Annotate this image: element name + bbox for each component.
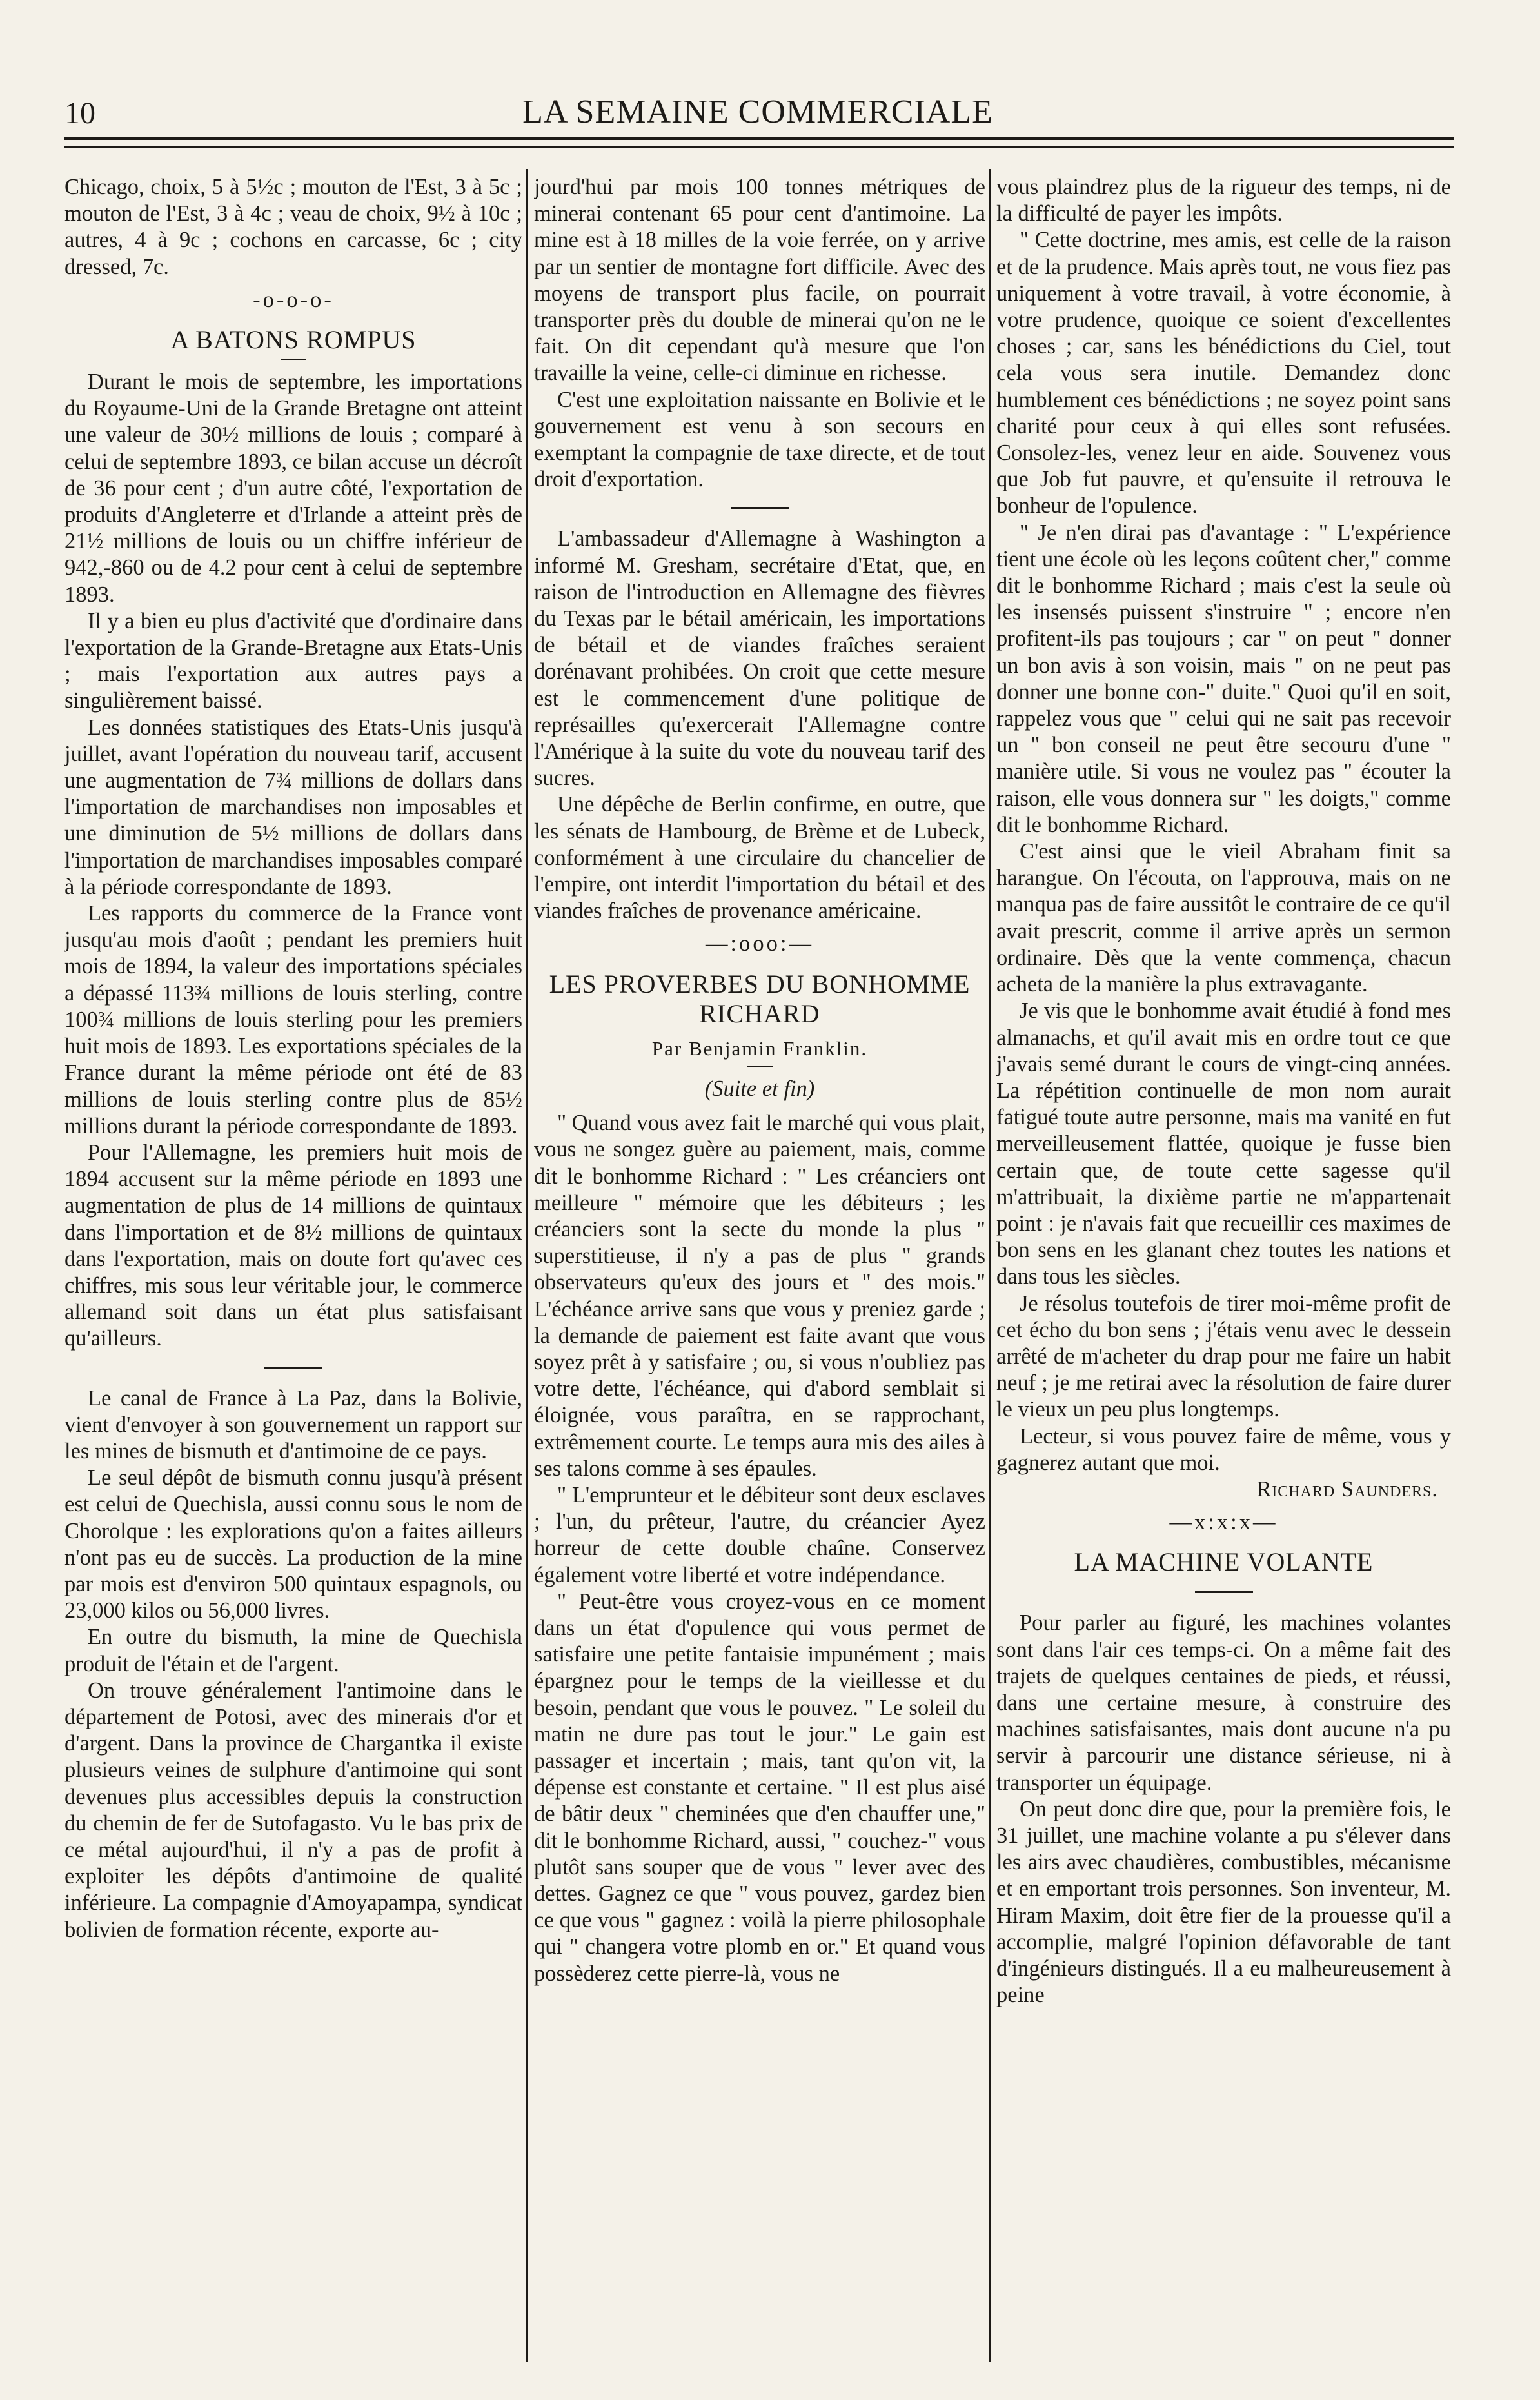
column-left xyxy=(64,174,522,2367)
heading-dash xyxy=(281,359,306,360)
article-paragraph: On peut donc dire que, pour la première fois, le 31 juillet, une machine volante a pu s'élever dans les airs avec chaudières, combustibles, mécanisme et en emportant trois personnes. Son inventeur, M. Hiram Maxim, doit être fier de la prouesse qu'il a accomplie, malgré l'opinion défavorable de tant d'ingénieurs distingués. Il a eu malheureusement à peine xyxy=(996,1796,1451,2008)
column-divider xyxy=(526,169,528,2362)
article-paragraph: Une dépêche de Berlin confirme, en outre, que les sénats de Hambourg, de Brème et de Lubeck, conformément à une circulaire du chancelier de l'empire, ont interdit l'importation du bétail et des viandes fraîches de provenance américaine. xyxy=(534,792,985,924)
market-prices-paragraph: Chicago, choix, 5 à 5½c ; mouton de l'Est, 3 à 5c ; mouton de l'Est, 3 à 4c ; veau de choix, 9½ à 10c ; autres, 4 à 9c ; cochons en carcasse, 6c ; city dressed, 7c. xyxy=(64,175,522,279)
column-right xyxy=(996,174,1451,2367)
article-paragraph: " Je n'en dirai pas d'avantage : " L'expérience tient une école où les leçons coûtent cher," comme dit le bonhomme Richard ; mais c'est la seule où les insensés puissent s'instruire " ; encore n'en profitent-ils pas toujours ; car " on peut " donner un bon avis à son voisin, mais " on ne peut pas donner une bonne con-" duite." Quoi qu'il en soit, rappelez vous que " celui qui ne sait pas recevoir un " bon conseil ne peut être secouru d'une " manière utile. Si vous ne voulez pas " écouter la raison, elle vous donnera sur " les doigts," comme dit le bonhomme Richard. xyxy=(996,520,1451,837)
article-subtitle: (Suite et fin) xyxy=(704,1076,815,1101)
article-paragraph: " Cette doctrine, mes amis, est celle de la raison et de la prudence. Mais après tout, ne vous fiez pas uniquement à votre travail, à votre économie, à votre prudence, quoique ce soient d'excellentes choses ; car, sans les bénédictions du Ciel, tout cela vous sera inutile. Demandez donc humblement ces bénédictions ; ne soyez point sans charité pour ceux à qui elles sont refusées. Consolez-les, venez leur en aide. Souvenez vous que Job fut pauvre, et qu'ensuite il retrouva le bonheur de l'opulence. xyxy=(996,228,1451,519)
article-paragraph: Je résolus toutefois de tirer moi-même profit de cet écho du bon sens ; j'étais venu avec le dessein arrêté de m'acheter du drap pour me faire un habit neuf ; je me retirai avec la résolution de faire durer le vieux un peu plus longtemps. xyxy=(996,1291,1451,1422)
article-paragraph: Les données statistiques des Etats-Unis jusqu'à juillet, avant l'opération du nouveau tarif, accusent une augmentation de 7¾ millions de dollars dans l'importation de marchandises non imposables et une diminution de 5½ millions de dollars dans l'importation de marchandises imposables comparé à la période correspondante de 1893. xyxy=(64,715,522,899)
article-paragraph: Le seul dépôt de bismuth connu jusqu'à présent est celui de Quechisla, aussi connu sous le nom de Chorolque : les explorations qu'on a faites ailleurs n'ont pas eu de succès. La production de la mine par mois est d'environ 500 quintaux espagnols, ou 23,000 kilos ou 56,000 livres. xyxy=(64,1465,522,1623)
separator: —:ooo:— xyxy=(706,931,814,957)
article-paragraph: On trouve généralement l'antimoine dans le département de Potosi, avec des minerais d'or et d'argent. Dans la province de Chargantka il existe plusieurs veines de sulphure d'antimoine qui sont devenues plus accessibles depuis la construction du chemin de fer de Sutofagasto. Vu le bas prix de ce métal aujourd'hui, il n'y a pas de profit à exploiter les dépôts d'antimoine de qualité inférieure. La compagnie d'Amoyapampa, syndicat bolivien de formation récente, exporte au- xyxy=(64,1678,522,1942)
section-heading: A BATONS ROMPUS xyxy=(170,325,417,355)
article-paragraph: Pour l'Allemagne, les premiers huit mois de 1894 accusent sur la même période en 1893 une augmentation de plus de 14 millions de quintaux dans l'importation et de 8½ millions de quintaux dans l'exportation, mais on doute fort qu'avec ces chiffres, mis sous leur véritable jour, le commerce allemand soit dans un état plus satisfaisant qu'ailleurs. xyxy=(64,1140,522,1351)
article-paragraph: Il y a bien eu plus d'activité que d'ordinaire dans l'exportation de la Grande-Bretagne aux Etats-Unis ; mais l'exportation aux autres pays a singulièrement baissé. xyxy=(64,608,522,713)
separator-rule xyxy=(264,1367,322,1369)
article-paragraph: Durant le mois de septembre, les importations du Royaume-Uni de la Grande Bretagne ont atteint une valeur de 30½ millions de louis ; comparé à celui de septembre 1893, ce bilan accuse un décroît de 36 pour cent ; d'un autre côté, l'exportation de produits d'Angleterre et d'Irlande a atteint près de 21½ millions de louis ou un chiffre inférieur de 942,-860 ou de 4.2 pour cent à celui de septembre 1893. xyxy=(64,370,522,607)
article-heading: LA MACHINE VOLANTE xyxy=(1074,1547,1374,1577)
article-paragraph: Je vis que le bonhomme avait étudié à fond mes almanachs, et qu'il avait mis en ordre tout ce que j'avais semé durant le cours de vingt-cinq années. La répétition continuelle de mon nom aurait fatigué toute autre personne, mais ma vanité en fut merveilleusement flattée, quoique je fusse bien certain que, de toute cette sagesse qu'il m'attribuait, la dixième partie ne m'appartenait point : je n'avais fait que recueillir ces maximes de bon sens en les glanant chez toutes les nations et dans tous les siècles. xyxy=(996,998,1451,1289)
page-header xyxy=(64,77,1451,129)
page-number: 10 xyxy=(64,96,95,130)
article-paragraph: Pour parler au figuré, les machines volantes sont dans l'air ces temps-ci. On a même fait des trajets de quelques centaines de pieds, et réussi, dans une certaine mesure, à construire des machines satisfaisantes, mais dont aucune n'a pu servir à parcourir une distance sérieuse, ni à transporter un équipage. xyxy=(996,1611,1451,1795)
article-paragraph: Les rapports du commerce de la France vont jusqu'au mois d'août ; pendant les premiers huit mois de 1894, la valeur des importations spéciales a dépassé 113¾ millions de louis sterling, contre 100¾ millions de louis sterling pour les premiers huit mois de 1893. Les exportations spéciales de la France durant la même période ont été de 83 millions de louis sterling contre plus de 85½ millions durant la période correspondante de 1893. xyxy=(64,901,522,1138)
article-paragraph: vous plaindrez plus de la rigueur des temps, ni de la difficulté de payer les impôts. xyxy=(996,175,1451,226)
separator-rule xyxy=(1195,1591,1253,1593)
separator-rule xyxy=(731,507,789,509)
article-paragraph: Le canal de France à La Paz, dans la Bolivie, vient d'envoyer à son gouvernement un rapport sur les mines de bismuth et d'antimoine de ce pays. xyxy=(64,1385,522,1463)
article-heading: LES PROVERBES DU BONHOMME RICHARD xyxy=(549,969,971,1028)
column-divider xyxy=(989,169,991,2362)
heading-dash xyxy=(747,1066,773,1067)
newspaper-title: LA SEMAINE COMMERCIALE xyxy=(522,94,993,130)
article-paragraph: " Peut-être vous croyez-vous en ce moment dans un état d'opulence qui vous permet de satisfaire une petite fantaisie impunément ; mais épargnez pour le temps de la vieillesse et du besoin, pendant que vous le pouvez. " Le soleil du matin ne dure pas tout le jour." Le gain est passager et incertain ; mais, tant qu'on vit, la dépense est constante et certaine. " Il est plus aisé de bâtir deux " cheminées que d'en chauffer une," dit le bonhomme Richard, aussi, " couchez-" vous plutôt sans souper que de vous " lever avec des dettes. Gagnez ce que " vous pouvez, gardez bien ce que vous " gagnez : voilà la pierre philosophale qui " changera votre plomb en or." Et quand vous possèderez cette pierre-là, vous ne xyxy=(534,1589,985,1986)
article-paragraph: L'ambassadeur d'Allemagne à Washington a informé M. Gresham, secrétaire d'Etat, que, en raison de l'introduction en Allemagne des fièvres du Texas par le bétail américain, les importations de bétail et de viandes fraîches seraient dorénavant prohibées. On croit que cette mesure est le commencement d'une politique de représailles qu'exercerait l'Allemagne contre l'Amérique à la suite du vote du nouveau tarif des sucres. xyxy=(534,526,985,791)
article-paragraph: En outre du bismuth, la mine de Quechisla produit de l'étain et de l'argent. xyxy=(64,1625,522,1676)
separator: —x:x:x— xyxy=(1169,1510,1278,1535)
separator: -o-o-o- xyxy=(253,287,334,312)
article-paragraph: jourd'hui par mois 100 tonnes métriques de minerai contenant 65 pour cent d'antimoine. La mine est à 18 milles de la voie ferrée, on y arrive par un sentier de montagne fort difficile. Avec des moyens de transport plus facile, on pourrait transporter près du double de minerai qu'on ne le fait. On dit cependant qu'à mesure que l'on travaille la veine, celle-ci diminue en richesse. xyxy=(534,175,985,386)
article-paragraph: " L'emprunteur et le débiteur sont deux esclaves ; l'un, du prêteur, l'autre, du créancier Ayez horreur de cette double chaîne. Conservez également votre liberté et votre indépendance. xyxy=(534,1482,985,1587)
article-paragraph: C'est une exploitation naissante en Bolivie et le gouvernement est venu à son secours en exemptant la compagnie de taxe directe, et de tout droit d'exportation. xyxy=(534,387,985,492)
column-middle xyxy=(534,174,985,2367)
byline: Par Benjamin Franklin. xyxy=(651,1036,868,1060)
article-paragraph: Lecteur, si vous pouvez faire de même, vous y gagnerez autant que moi. xyxy=(996,1423,1451,1475)
article-paragraph: " Quand vous avez fait le marché qui vous plait, vous ne songez guère au paiement, mais, comme dit le bonhomme Richard : " Les créanciers ont meilleure " mémoire que les débiteurs ; les créanciers sont la secte du monde la plus " superstitieuse, il n'y a pas de plus " grands observateurs qu'eux des jours et " des mois." L'échéance arrive sans que vous y preniez garde ; la demande de paiement est faite avant que vous soyez prêt à y satisfaire ; ou, si vous n'oubliez pas votre dette, l'échéance, qui d'abord semblait si éloignée, vous paraîtra, en se rapprochant, extrêmement courte. Le temps aura mis des ailes à ses talons comme à ses épaules. xyxy=(534,1111,985,1481)
article-signature: Richard Saunders. xyxy=(1256,1476,1438,1502)
header-rule xyxy=(64,137,1454,148)
article-paragraph: C'est ainsi que le vieil Abraham finit sa harangue. On l'écouta, on l'approuva, mais on ne manqua pas de faire aussitôt le contraire de ce qu'il avait prescrit, comme il arrive après un sermon ordinaire. Dès que la vente commença, chacun acheta de la manière la plus extravagante. xyxy=(996,839,1451,997)
